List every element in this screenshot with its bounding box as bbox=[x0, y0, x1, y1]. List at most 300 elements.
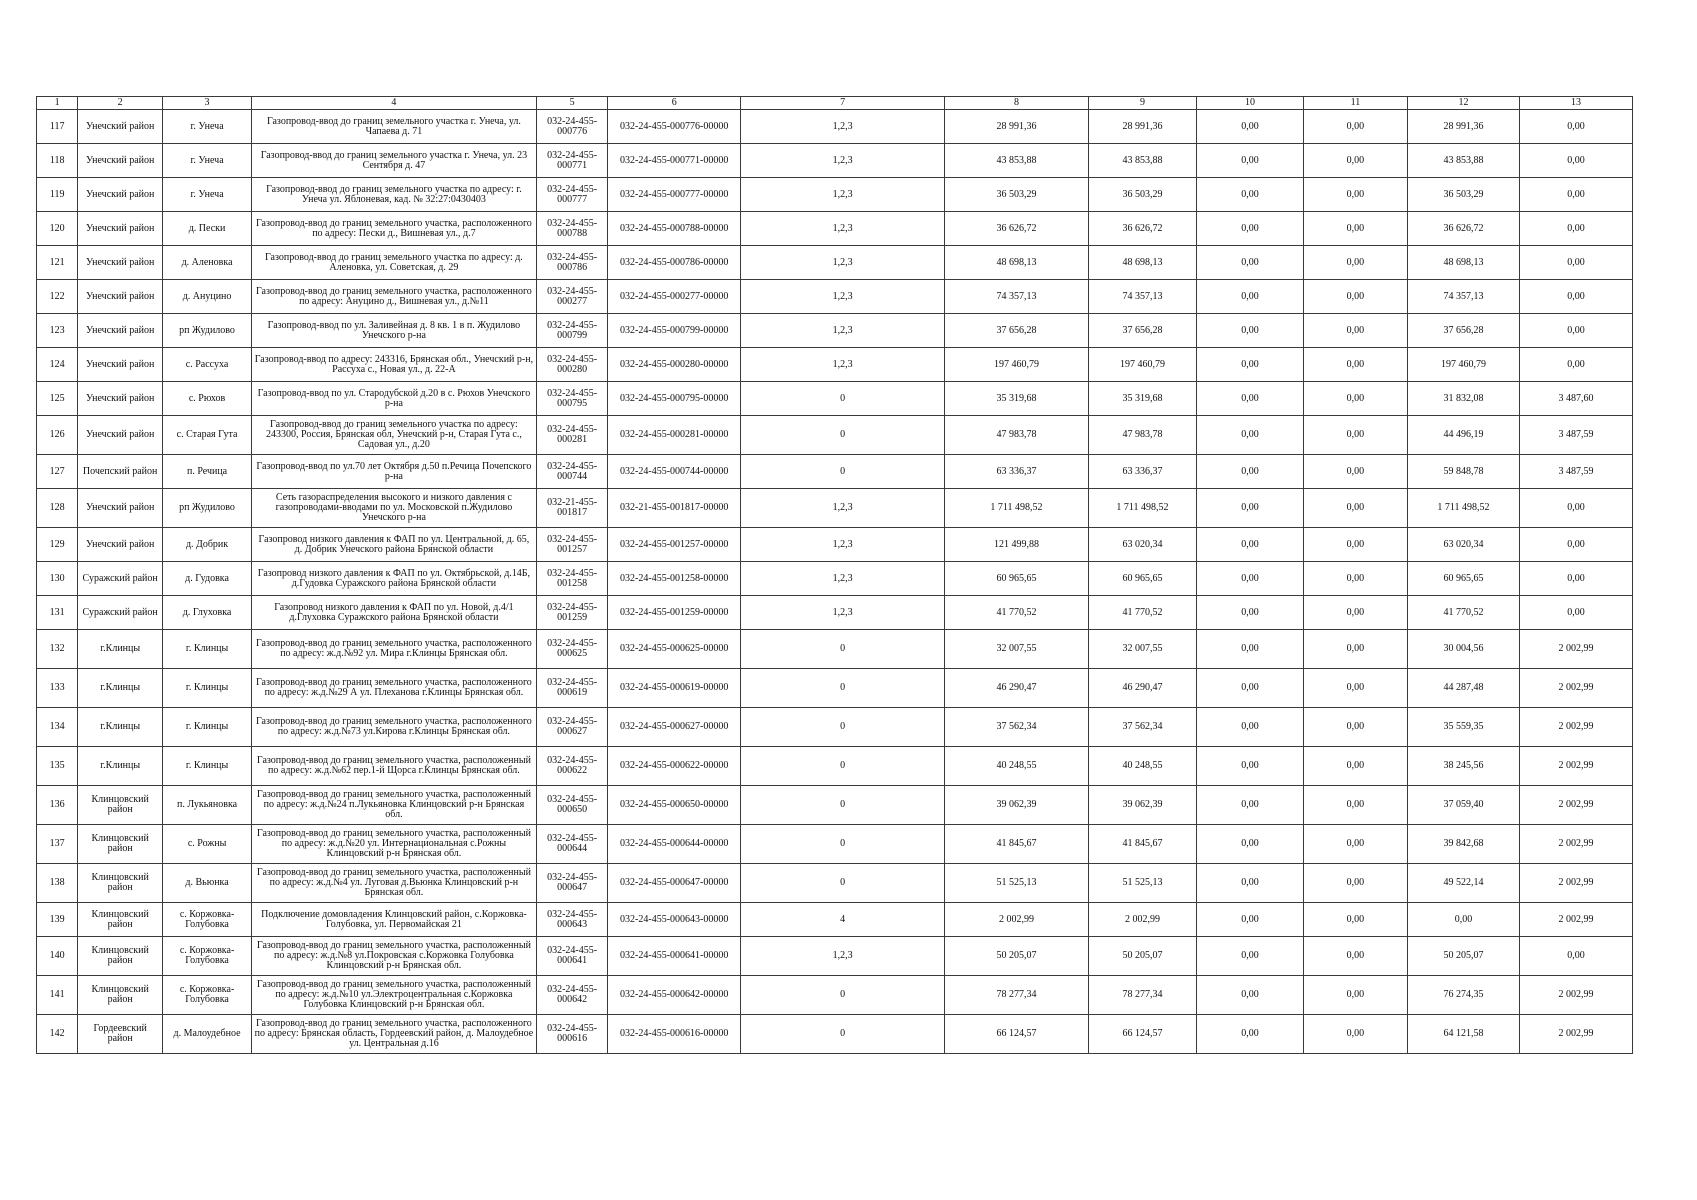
col-cost-d-cell: 0,00 bbox=[1303, 708, 1407, 747]
col-settlement-cell: с. Коржовка-Голубовка bbox=[163, 903, 252, 937]
col-cadastral-no-cell: 032-24-455-000280 bbox=[536, 348, 608, 382]
col-total-cost-cell: 43 853,88 bbox=[945, 144, 1088, 178]
col-settlement-cell: п. Речица bbox=[163, 455, 252, 489]
table-row bbox=[37, 489, 1633, 528]
col-index-cell: 127 bbox=[37, 455, 78, 489]
col-settlement-cell: с. Коржовка-Голубовка bbox=[163, 937, 252, 976]
col-index-cell: 119 bbox=[37, 178, 78, 212]
col-inventory-no-cell: 032-24-455-000281-00000 bbox=[608, 416, 741, 455]
col-cost-e-cell: 44 496,19 bbox=[1408, 416, 1520, 455]
header-col-object-name: 4 bbox=[252, 97, 537, 110]
col-cost-d-cell: 0,00 bbox=[1303, 382, 1407, 416]
col-cost-f-cell: 0,00 bbox=[1519, 528, 1632, 562]
col-cost-c-cell: 0,00 bbox=[1197, 348, 1303, 382]
col-cost-d-cell: 0,00 bbox=[1303, 455, 1407, 489]
col-cost-f-cell: 0,00 bbox=[1519, 348, 1632, 382]
col-object-name-cell: Газопровод-ввод до границ земельного участка, расположенного по адресу: Брянская область, Гордеевский район, д. Малоудебное ул. Центральная д.16 bbox=[252, 1015, 537, 1054]
col-settlement-cell: с. Рюхов bbox=[163, 382, 252, 416]
col-category-cell: 1,2,3 bbox=[740, 937, 944, 976]
col-cost-e-cell: 49 522,14 bbox=[1408, 864, 1520, 903]
col-cost-c-cell: 0,00 bbox=[1197, 825, 1303, 864]
col-category-cell: 0 bbox=[740, 825, 944, 864]
col-settlement-cell: с. Рассуха bbox=[163, 348, 252, 382]
table-row bbox=[37, 937, 1633, 976]
col-cost-f-cell: 3 487,60 bbox=[1519, 382, 1632, 416]
col-object-name-cell: Газопровод низкого давления к ФАП по ул. Октябрьской, д.14Б, д.Гудовка Суражского района Брянской области bbox=[252, 562, 537, 596]
col-district-cell: Клинцовский район bbox=[78, 864, 163, 903]
col-cost-d-cell: 0,00 bbox=[1303, 528, 1407, 562]
col-cost-f-cell: 0,00 bbox=[1519, 596, 1632, 630]
col-cost-b-cell: 36 626,72 bbox=[1088, 212, 1197, 246]
header-row bbox=[37, 97, 1633, 110]
col-cost-f-cell: 2 002,99 bbox=[1519, 976, 1632, 1015]
table-row bbox=[37, 596, 1633, 630]
col-index-cell: 117 bbox=[37, 110, 78, 144]
col-cost-c-cell: 0,00 bbox=[1197, 630, 1303, 669]
col-cost-c-cell: 0,00 bbox=[1197, 708, 1303, 747]
col-object-name-cell: Газопровод-ввод до границ земельного участка по адресу: д. Аленовка, ул. Советская, д. 29 bbox=[252, 246, 537, 280]
col-cadastral-no-cell: 032-24-455-000647 bbox=[536, 864, 608, 903]
col-total-cost-cell: 66 124,57 bbox=[945, 1015, 1088, 1054]
col-cost-d-cell: 0,00 bbox=[1303, 314, 1407, 348]
col-index-cell: 132 bbox=[37, 630, 78, 669]
col-object-name-cell: Газопровод низкого давления к ФАП по ул. Новой, д.4/1 д.Глуховка Суражского района Брянской области bbox=[252, 596, 537, 630]
col-cost-c-cell: 0,00 bbox=[1197, 1015, 1303, 1054]
col-district-cell: Унечский район bbox=[78, 348, 163, 382]
col-cost-d-cell: 0,00 bbox=[1303, 937, 1407, 976]
col-inventory-no-cell: 032-24-455-000622-00000 bbox=[608, 747, 741, 786]
col-cadastral-no-cell: 032-24-455-001258 bbox=[536, 562, 608, 596]
col-index-cell: 131 bbox=[37, 596, 78, 630]
col-cost-e-cell: 1 711 498,52 bbox=[1408, 489, 1520, 528]
col-cadastral-no-cell: 032-24-455-000777 bbox=[536, 178, 608, 212]
col-cost-d-cell: 0,00 bbox=[1303, 212, 1407, 246]
col-inventory-no-cell: 032-24-455-000627-00000 bbox=[608, 708, 741, 747]
col-cost-c-cell: 0,00 bbox=[1197, 212, 1303, 246]
table-header bbox=[37, 97, 1633, 110]
col-settlement-cell: д. Пески bbox=[163, 212, 252, 246]
col-total-cost-cell: 41 770,52 bbox=[945, 596, 1088, 630]
table-row bbox=[37, 416, 1633, 455]
col-index-cell: 142 bbox=[37, 1015, 78, 1054]
col-cost-b-cell: 41 845,67 bbox=[1088, 825, 1197, 864]
col-inventory-no-cell: 032-24-455-000642-00000 bbox=[608, 976, 741, 1015]
col-category-cell: 0 bbox=[740, 382, 944, 416]
col-cadastral-no-cell: 032-24-455-000771 bbox=[536, 144, 608, 178]
header-col-settlement: 3 bbox=[163, 97, 252, 110]
col-object-name-cell: Газопровод-ввод до границ земельного участка, расположенного по адресу: ж.д.№73 ул.Кирова г.Клинцы Брянская обл. bbox=[252, 708, 537, 747]
col-object-name-cell: Газопровод-ввод до границ земельного участка, расположенный по адресу: ж.д.№62 пер.1-й Щорса г.Клинцы Брянская обл. bbox=[252, 747, 537, 786]
col-cost-c-cell: 0,00 bbox=[1197, 976, 1303, 1015]
col-settlement-cell: рп Жудилово bbox=[163, 489, 252, 528]
col-cost-e-cell: 31 832,08 bbox=[1408, 382, 1520, 416]
col-total-cost-cell: 47 983,78 bbox=[945, 416, 1088, 455]
col-total-cost-cell: 37 656,28 bbox=[945, 314, 1088, 348]
col-index-cell: 137 bbox=[37, 825, 78, 864]
col-cost-e-cell: 59 848,78 bbox=[1408, 455, 1520, 489]
col-total-cost-cell: 48 698,13 bbox=[945, 246, 1088, 280]
col-cost-f-cell: 3 487,59 bbox=[1519, 455, 1632, 489]
col-cadastral-no-cell: 032-24-455-000625 bbox=[536, 630, 608, 669]
col-cost-c-cell: 0,00 bbox=[1197, 864, 1303, 903]
col-cost-b-cell: 40 248,55 bbox=[1088, 747, 1197, 786]
col-category-cell: 1,2,3 bbox=[740, 110, 944, 144]
col-object-name-cell: Газопровод-ввод по ул. Заливейная д. 8 кв. 1 в п. Жудилово Унечского р-на bbox=[252, 314, 537, 348]
table-row bbox=[37, 903, 1633, 937]
col-cost-b-cell: 43 853,88 bbox=[1088, 144, 1197, 178]
col-object-name-cell: Газопровод-ввод по адресу: 243316, Брянская обл., Унечский р-н, Рассуха с., Новая ул., д. 22-А bbox=[252, 348, 537, 382]
col-district-cell: Клинцовский район bbox=[78, 825, 163, 864]
col-index-cell: 124 bbox=[37, 348, 78, 382]
col-cost-e-cell: 39 842,68 bbox=[1408, 825, 1520, 864]
col-total-cost-cell: 40 248,55 bbox=[945, 747, 1088, 786]
col-cost-b-cell: 50 205,07 bbox=[1088, 937, 1197, 976]
table-row bbox=[37, 630, 1633, 669]
col-district-cell: Клинцовский район bbox=[78, 786, 163, 825]
col-district-cell: г.Клинцы bbox=[78, 747, 163, 786]
col-cadastral-no-cell: 032-24-455-000644 bbox=[536, 825, 608, 864]
table-row bbox=[37, 348, 1633, 382]
col-district-cell: Суражский район bbox=[78, 596, 163, 630]
col-cost-d-cell: 0,00 bbox=[1303, 416, 1407, 455]
header-col-district: 2 bbox=[78, 97, 163, 110]
col-cost-f-cell: 3 487,59 bbox=[1519, 416, 1632, 455]
col-cadastral-no-cell: 032-24-455-000786 bbox=[536, 246, 608, 280]
col-cost-b-cell: 28 991,36 bbox=[1088, 110, 1197, 144]
col-district-cell: Почепский район bbox=[78, 455, 163, 489]
table-row bbox=[37, 864, 1633, 903]
col-cost-d-cell: 0,00 bbox=[1303, 110, 1407, 144]
col-cost-f-cell: 2 002,99 bbox=[1519, 1015, 1632, 1054]
col-total-cost-cell: 63 336,37 bbox=[945, 455, 1088, 489]
col-cost-e-cell: 30 004,56 bbox=[1408, 630, 1520, 669]
col-cost-c-cell: 0,00 bbox=[1197, 786, 1303, 825]
col-cost-e-cell: 38 245,56 bbox=[1408, 747, 1520, 786]
col-inventory-no-cell: 032-24-455-000777-00000 bbox=[608, 178, 741, 212]
col-cost-e-cell: 37 059,40 bbox=[1408, 786, 1520, 825]
col-cadastral-no-cell: 032-24-455-000627 bbox=[536, 708, 608, 747]
table-row bbox=[37, 178, 1633, 212]
col-cost-e-cell: 37 656,28 bbox=[1408, 314, 1520, 348]
table-row bbox=[37, 110, 1633, 144]
col-district-cell: Унечский район bbox=[78, 178, 163, 212]
col-cost-b-cell: 47 983,78 bbox=[1088, 416, 1197, 455]
col-index-cell: 140 bbox=[37, 937, 78, 976]
col-cost-d-cell: 0,00 bbox=[1303, 976, 1407, 1015]
col-index-cell: 126 bbox=[37, 416, 78, 455]
col-cost-c-cell: 0,00 bbox=[1197, 747, 1303, 786]
col-cost-f-cell: 2 002,99 bbox=[1519, 825, 1632, 864]
col-cost-d-cell: 0,00 bbox=[1303, 562, 1407, 596]
col-cost-f-cell: 2 002,99 bbox=[1519, 708, 1632, 747]
col-cadastral-no-cell: 032-24-455-000619 bbox=[536, 669, 608, 708]
col-object-name-cell: Газопровод низкого давления к ФАП по ул. Центральной, д. 65, д. Добрик Унечского района Брянской области bbox=[252, 528, 537, 562]
col-inventory-no-cell: 032-24-455-000619-00000 bbox=[608, 669, 741, 708]
col-cost-f-cell: 2 002,99 bbox=[1519, 786, 1632, 825]
col-object-name-cell: Сеть газораспределения высокого и низкого давления с газопроводами-вводами по ул. Московской п.Жудилово Унечского р-на bbox=[252, 489, 537, 528]
col-category-cell: 1,2,3 bbox=[740, 178, 944, 212]
col-inventory-no-cell: 032-24-455-000280-00000 bbox=[608, 348, 741, 382]
col-category-cell: 0 bbox=[740, 1015, 944, 1054]
col-cadastral-no-cell: 032-24-455-000616 bbox=[536, 1015, 608, 1054]
col-index-cell: 135 bbox=[37, 747, 78, 786]
col-object-name-cell: Газопровод-ввод до границ земельного участка, расположенный по адресу: ж.д.№20 ул. Интернациональная с.Рожны Клинцовский р-н Брянская обл. bbox=[252, 825, 537, 864]
col-category-cell: 1,2,3 bbox=[740, 528, 944, 562]
header-col-total-cost: 8 bbox=[945, 97, 1088, 110]
col-cadastral-no-cell: 032-21-455-001817 bbox=[536, 489, 608, 528]
col-cost-e-cell: 36 503,29 bbox=[1408, 178, 1520, 212]
col-settlement-cell: с. Коржовка-Голубовка bbox=[163, 976, 252, 1015]
col-inventory-no-cell: 032-24-455-000643-00000 bbox=[608, 903, 741, 937]
col-category-cell: 1,2,3 bbox=[740, 489, 944, 528]
col-category-cell: 0 bbox=[740, 864, 944, 903]
col-cost-d-cell: 0,00 bbox=[1303, 825, 1407, 864]
col-cost-b-cell: 35 319,68 bbox=[1088, 382, 1197, 416]
col-inventory-no-cell: 032-24-455-001257-00000 bbox=[608, 528, 741, 562]
col-object-name-cell: Газопровод-ввод до границ земельного участка, расположенный по адресу: ж.д.№10 ул.Электроцентральная с.Коржовка Голубовка Клинцовский р-н Брянская обл. bbox=[252, 976, 537, 1015]
col-cadastral-no-cell: 032-24-455-000641 bbox=[536, 937, 608, 976]
col-cost-b-cell: 46 290,47 bbox=[1088, 669, 1197, 708]
col-inventory-no-cell: 032-24-455-000277-00000 bbox=[608, 280, 741, 314]
col-cost-f-cell: 0,00 bbox=[1519, 144, 1632, 178]
table-row bbox=[37, 382, 1633, 416]
col-district-cell: г.Клинцы bbox=[78, 669, 163, 708]
col-cost-d-cell: 0,00 bbox=[1303, 596, 1407, 630]
col-object-name-cell: Газопровод-ввод до границ земельного участка, расположенного по адресу: Ануцино д., Вишневая ул., д.№11 bbox=[252, 280, 537, 314]
col-cost-e-cell: 48 698,13 bbox=[1408, 246, 1520, 280]
col-cost-e-cell: 35 559,35 bbox=[1408, 708, 1520, 747]
col-cost-d-cell: 0,00 bbox=[1303, 630, 1407, 669]
col-cost-b-cell: 51 525,13 bbox=[1088, 864, 1197, 903]
col-cost-f-cell: 0,00 bbox=[1519, 178, 1632, 212]
col-cost-d-cell: 0,00 bbox=[1303, 144, 1407, 178]
col-cost-b-cell: 63 336,37 bbox=[1088, 455, 1197, 489]
col-cost-e-cell: 74 357,13 bbox=[1408, 280, 1520, 314]
col-cost-c-cell: 0,00 bbox=[1197, 596, 1303, 630]
col-category-cell: 0 bbox=[740, 455, 944, 489]
col-cadastral-no-cell: 032-24-455-000643 bbox=[536, 903, 608, 937]
table-row bbox=[37, 786, 1633, 825]
col-settlement-cell: д. Глуховка bbox=[163, 596, 252, 630]
col-cost-f-cell: 2 002,99 bbox=[1519, 903, 1632, 937]
col-cost-c-cell: 0,00 bbox=[1197, 903, 1303, 937]
table-row bbox=[37, 280, 1633, 314]
col-cost-e-cell: 41 770,52 bbox=[1408, 596, 1520, 630]
col-cost-b-cell: 66 124,57 bbox=[1088, 1015, 1197, 1054]
table-row bbox=[37, 825, 1633, 864]
col-inventory-no-cell: 032-24-455-000616-00000 bbox=[608, 1015, 741, 1054]
col-cost-b-cell: 39 062,39 bbox=[1088, 786, 1197, 825]
col-index-cell: 128 bbox=[37, 489, 78, 528]
col-inventory-no-cell: 032-21-455-001817-00000 bbox=[608, 489, 741, 528]
col-object-name-cell: Газопровод-ввод до границ земельного участка, расположенного по адресу: ж.д.№92 ул. Мира г.Клинцы Брянская обл. bbox=[252, 630, 537, 669]
col-cost-b-cell: 63 020,34 bbox=[1088, 528, 1197, 562]
col-settlement-cell: д. Добрик bbox=[163, 528, 252, 562]
col-inventory-no-cell: 032-24-455-000644-00000 bbox=[608, 825, 741, 864]
col-cost-b-cell: 197 460,79 bbox=[1088, 348, 1197, 382]
table-row bbox=[37, 747, 1633, 786]
col-district-cell: Унечский район bbox=[78, 246, 163, 280]
col-object-name-cell: Газопровод-ввод до границ земельного участка, расположенный по адресу: ж.д.№8 ул.Покровская с.Коржовка Голубовка Клинцовский р-н Брянская обл. bbox=[252, 937, 537, 976]
col-settlement-cell: д. Малоудебное bbox=[163, 1015, 252, 1054]
col-cost-d-cell: 0,00 bbox=[1303, 669, 1407, 708]
col-cost-b-cell: 48 698,13 bbox=[1088, 246, 1197, 280]
col-district-cell: Клинцовский район bbox=[78, 903, 163, 937]
table-row bbox=[37, 144, 1633, 178]
col-total-cost-cell: 78 277,34 bbox=[945, 976, 1088, 1015]
col-cost-c-cell: 0,00 bbox=[1197, 280, 1303, 314]
col-cost-f-cell: 2 002,99 bbox=[1519, 864, 1632, 903]
header-col-cadastral-no: 5 bbox=[536, 97, 608, 110]
col-cadastral-no-cell: 032-24-455-000744 bbox=[536, 455, 608, 489]
col-index-cell: 130 bbox=[37, 562, 78, 596]
col-index-cell: 136 bbox=[37, 786, 78, 825]
col-total-cost-cell: 32 007,55 bbox=[945, 630, 1088, 669]
header-col-cost-f: 13 bbox=[1519, 97, 1632, 110]
col-cost-c-cell: 0,00 bbox=[1197, 562, 1303, 596]
col-district-cell: Унечский район bbox=[78, 212, 163, 246]
table-row bbox=[37, 314, 1633, 348]
col-cost-f-cell: 2 002,99 bbox=[1519, 747, 1632, 786]
col-category-cell: 1,2,3 bbox=[740, 246, 944, 280]
col-district-cell: г.Клинцы bbox=[78, 630, 163, 669]
table-row bbox=[37, 212, 1633, 246]
col-cost-b-cell: 37 656,28 bbox=[1088, 314, 1197, 348]
col-inventory-no-cell: 032-24-455-000650-00000 bbox=[608, 786, 741, 825]
col-cadastral-no-cell: 032-24-455-001257 bbox=[536, 528, 608, 562]
col-total-cost-cell: 37 562,34 bbox=[945, 708, 1088, 747]
col-inventory-no-cell: 032-24-455-000788-00000 bbox=[608, 212, 741, 246]
col-index-cell: 138 bbox=[37, 864, 78, 903]
col-inventory-no-cell: 032-24-455-000795-00000 bbox=[608, 382, 741, 416]
col-index-cell: 118 bbox=[37, 144, 78, 178]
col-inventory-no-cell: 032-24-455-000744-00000 bbox=[608, 455, 741, 489]
col-total-cost-cell: 121 499,88 bbox=[945, 528, 1088, 562]
col-category-cell: 1,2,3 bbox=[740, 314, 944, 348]
col-category-cell: 0 bbox=[740, 786, 944, 825]
col-settlement-cell: г. Клинцы bbox=[163, 630, 252, 669]
table-row bbox=[37, 562, 1633, 596]
col-index-cell: 120 bbox=[37, 212, 78, 246]
table-row bbox=[37, 976, 1633, 1015]
col-cost-c-cell: 0,00 bbox=[1197, 416, 1303, 455]
col-cost-b-cell: 78 277,34 bbox=[1088, 976, 1197, 1015]
col-cost-c-cell: 0,00 bbox=[1197, 382, 1303, 416]
col-cost-b-cell: 60 965,65 bbox=[1088, 562, 1197, 596]
col-cost-e-cell: 50 205,07 bbox=[1408, 937, 1520, 976]
col-object-name-cell: Газопровод-ввод до границ земельного участка по адресу: 243300, Россия, Брянская обл, Унечский р-н, Старая Гута с., Садовая ул., д.20 bbox=[252, 416, 537, 455]
col-category-cell: 0 bbox=[740, 976, 944, 1015]
col-cost-b-cell: 2 002,99 bbox=[1088, 903, 1197, 937]
col-inventory-no-cell: 032-24-455-000799-00000 bbox=[608, 314, 741, 348]
col-district-cell: Унечский район bbox=[78, 314, 163, 348]
col-inventory-no-cell: 032-24-455-001259-00000 bbox=[608, 596, 741, 630]
col-settlement-cell: с. Старая Гута bbox=[163, 416, 252, 455]
col-settlement-cell: с. Рожны bbox=[163, 825, 252, 864]
col-index-cell: 139 bbox=[37, 903, 78, 937]
col-cost-c-cell: 0,00 bbox=[1197, 455, 1303, 489]
col-cost-c-cell: 0,00 bbox=[1197, 489, 1303, 528]
col-category-cell: 1,2,3 bbox=[740, 562, 944, 596]
col-settlement-cell: п. Лукьяновка bbox=[163, 786, 252, 825]
col-cadastral-no-cell: 032-24-455-000650 bbox=[536, 786, 608, 825]
col-district-cell: г.Клинцы bbox=[78, 708, 163, 747]
col-cadastral-no-cell: 032-24-455-000788 bbox=[536, 212, 608, 246]
col-inventory-no-cell: 032-24-455-000625-00000 bbox=[608, 630, 741, 669]
col-cost-f-cell: 0,00 bbox=[1519, 246, 1632, 280]
col-cost-d-cell: 0,00 bbox=[1303, 348, 1407, 382]
col-total-cost-cell: 46 290,47 bbox=[945, 669, 1088, 708]
col-total-cost-cell: 41 845,67 bbox=[945, 825, 1088, 864]
col-inventory-no-cell: 032-24-455-000771-00000 bbox=[608, 144, 741, 178]
col-cost-d-cell: 0,00 bbox=[1303, 280, 1407, 314]
col-settlement-cell: д. Гудовка bbox=[163, 562, 252, 596]
col-cadastral-no-cell: 032-24-455-000642 bbox=[536, 976, 608, 1015]
col-settlement-cell: г. Унеча bbox=[163, 144, 252, 178]
col-object-name-cell: Газопровод-ввод до границ земельного участка, расположенного по адресу: Пески д., Вишневая ул., д.7 bbox=[252, 212, 537, 246]
col-settlement-cell: д. Вьюнка bbox=[163, 864, 252, 903]
col-cost-c-cell: 0,00 bbox=[1197, 110, 1303, 144]
col-cost-e-cell: 63 020,34 bbox=[1408, 528, 1520, 562]
table-row bbox=[37, 1015, 1633, 1054]
col-settlement-cell: рп Жудилово bbox=[163, 314, 252, 348]
col-cost-f-cell: 0,00 bbox=[1519, 489, 1632, 528]
col-category-cell: 0 bbox=[740, 669, 944, 708]
col-cadastral-no-cell: 032-24-455-000795 bbox=[536, 382, 608, 416]
col-object-name-cell: Газопровод-ввод до границ земельного участка г. Унеча, ул. Чапаева д. 71 bbox=[252, 110, 537, 144]
col-cost-d-cell: 0,00 bbox=[1303, 786, 1407, 825]
col-index-cell: 129 bbox=[37, 528, 78, 562]
col-cost-f-cell: 0,00 bbox=[1519, 562, 1632, 596]
col-cost-e-cell: 60 965,65 bbox=[1408, 562, 1520, 596]
col-object-name-cell: Газопровод-ввод до границ земельного участка, расположенный по адресу: ж.д.№24 п.Лукьяновка Клинцовский р-н Брянская обл. bbox=[252, 786, 537, 825]
col-index-cell: 125 bbox=[37, 382, 78, 416]
col-district-cell: Унечский район bbox=[78, 528, 163, 562]
col-cost-b-cell: 41 770,52 bbox=[1088, 596, 1197, 630]
register-table bbox=[36, 96, 1633, 1054]
col-cost-d-cell: 0,00 bbox=[1303, 489, 1407, 528]
col-object-name-cell: Газопровод-ввод по ул. Стародубской д.20 в с. Рюхов Унечского р-на bbox=[252, 382, 537, 416]
col-total-cost-cell: 35 319,68 bbox=[945, 382, 1088, 416]
col-settlement-cell: д. Ануцино bbox=[163, 280, 252, 314]
header-col-index: 1 bbox=[37, 97, 78, 110]
col-cost-e-cell: 28 991,36 bbox=[1408, 110, 1520, 144]
col-category-cell: 0 bbox=[740, 630, 944, 669]
col-cost-f-cell: 0,00 bbox=[1519, 937, 1632, 976]
col-category-cell: 0 bbox=[740, 747, 944, 786]
header-col-inventory-no: 6 bbox=[608, 97, 741, 110]
col-cost-f-cell: 2 002,99 bbox=[1519, 669, 1632, 708]
col-total-cost-cell: 60 965,65 bbox=[945, 562, 1088, 596]
table-row bbox=[37, 246, 1633, 280]
col-cost-e-cell: 197 460,79 bbox=[1408, 348, 1520, 382]
col-category-cell: 1,2,3 bbox=[740, 212, 944, 246]
col-category-cell: 4 bbox=[740, 903, 944, 937]
register-sheet bbox=[36, 96, 1633, 1054]
col-total-cost-cell: 74 357,13 bbox=[945, 280, 1088, 314]
col-cost-c-cell: 0,00 bbox=[1197, 144, 1303, 178]
col-district-cell: Унечский район bbox=[78, 382, 163, 416]
col-total-cost-cell: 39 062,39 bbox=[945, 786, 1088, 825]
col-index-cell: 121 bbox=[37, 246, 78, 280]
col-inventory-no-cell: 032-24-455-000776-00000 bbox=[608, 110, 741, 144]
col-index-cell: 122 bbox=[37, 280, 78, 314]
col-cost-f-cell: 0,00 bbox=[1519, 280, 1632, 314]
col-cadastral-no-cell: 032-24-455-000281 bbox=[536, 416, 608, 455]
col-cost-c-cell: 0,00 bbox=[1197, 178, 1303, 212]
table-body bbox=[37, 110, 1633, 1054]
col-cost-e-cell: 76 274,35 bbox=[1408, 976, 1520, 1015]
